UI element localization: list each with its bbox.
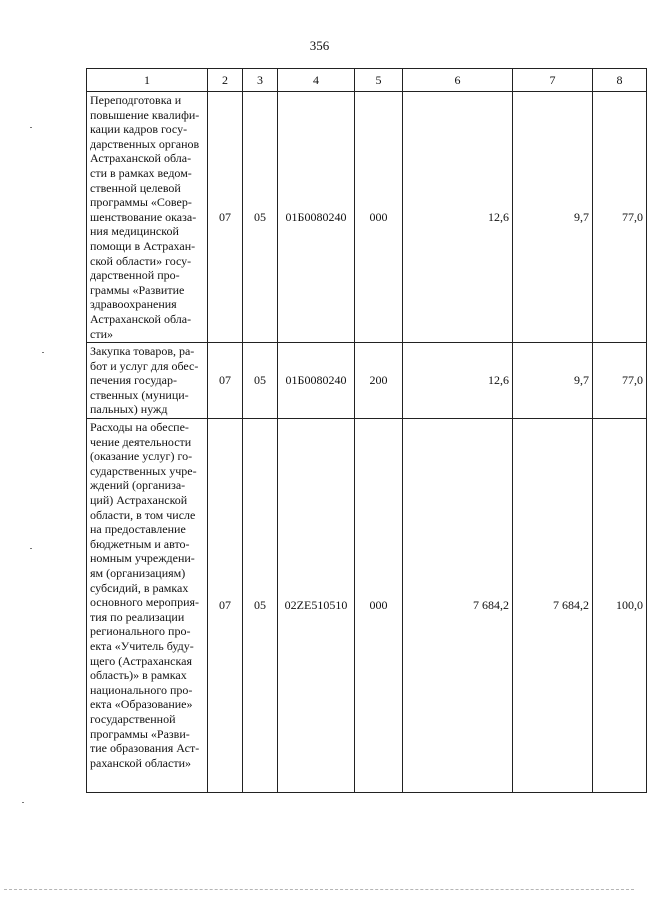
header-col-6: 6 [403,69,513,92]
subsection-cell: 05 [243,92,278,343]
row-name: Закупка товаров, ра- бот и услуг для обес- печения государ- ственных (муници- пальных) нужд [90,344,199,417]
row-name-cell [87,343,208,419]
actual-cell: 7 684,2 [513,419,593,793]
row-name-cell [87,92,208,343]
row-name-cell [87,419,208,793]
subsection-cell: 05 [243,343,278,419]
percent-cell: 100,0 [593,419,647,793]
section-cell: 07 [208,92,243,343]
table-row [87,92,647,343]
target-article-cell: 01Б0080240 [278,92,355,343]
section-cell: 07 [208,343,243,419]
target-article-cell: 02ZE510510 [278,419,355,793]
expense-type-cell: 000 [355,419,403,793]
header-col-5: 5 [355,69,403,92]
table-row [87,419,647,793]
row-name: Расходы на обеспе- чение деятельности (оказание услуг) го- сударственных учре- ждений (организа- ций) Астраханской области, в том числе на предоставление бюджетным и авто- номным учреждени- ям (организациям) субсидий, в рамках основного мероприя- тия по реализации регионального про- екта «Учитель буду- щего (Астраханская область)» в рамках национального про- екта «Образование» государственной программы «Разви- тие образования Аст- раханской области» [90,420,200,770]
actual-cell: 9,7 [513,92,593,343]
scan-bottom-edge [4,889,634,890]
subsection-cell: 05 [243,419,278,793]
header-col-7: 7 [513,69,593,92]
header-col-4: 4 [278,69,355,92]
scan-speck [30,548,32,549]
header-col-8: 8 [593,69,647,92]
actual-cell: 9,7 [513,343,593,419]
plan-cell: 7 684,2 [403,419,513,793]
scan-speck [30,127,32,128]
header-col-3: 3 [243,69,278,92]
plan-cell: 12,6 [403,92,513,343]
header-col-2: 2 [208,69,243,92]
percent-cell: 77,0 [593,92,647,343]
scan-speck [22,802,24,803]
budget-table [86,68,647,793]
plan-cell: 12,6 [403,343,513,419]
table-row [87,343,647,419]
section-cell: 07 [208,419,243,793]
header-col-1: 1 [87,69,208,92]
scan-speck [42,352,44,353]
target-article-cell: 01Б0080240 [278,343,355,419]
header-row [87,69,647,92]
row-name: Переподготовка и повышение квалифи- кации кадров госу- дарственных органов Астраханской обла- сти в рамках ведом- ственной целевой программы «Совер- шенствование оказа- ния медицинской помощи в Астрахан- ской области» госу- дарственной про- граммы «Развитие здравоохранения Астраханской обла- сти» [90,93,200,341]
page-number: 356 [309,38,330,53]
expense-type-cell: 200 [355,343,403,419]
percent-cell: 77,0 [593,343,647,419]
expense-type-cell: 000 [355,92,403,343]
